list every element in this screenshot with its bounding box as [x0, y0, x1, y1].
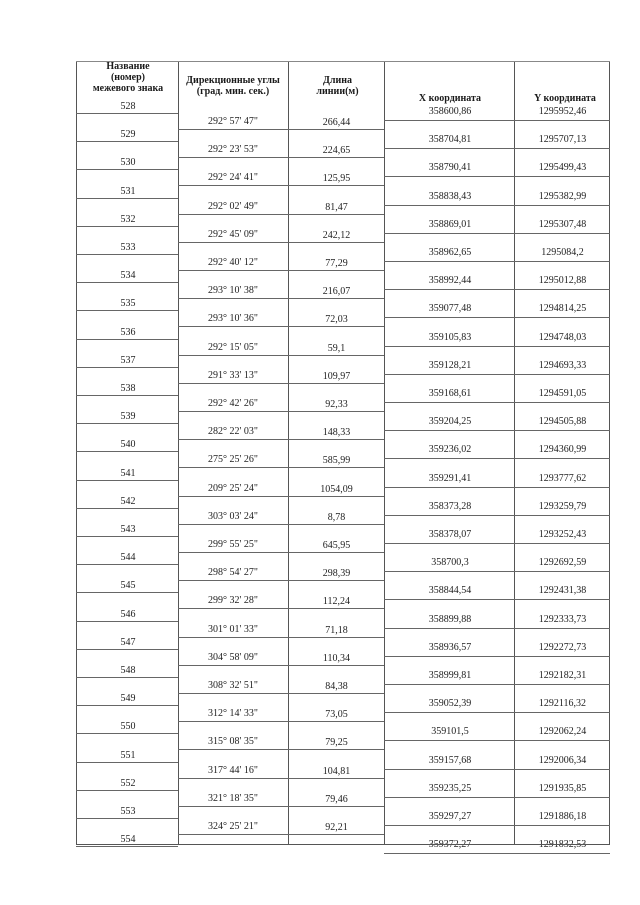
- y-coordinate: 1294360,99: [538, 444, 587, 456]
- x-coordinate: 358936,57: [428, 641, 472, 653]
- x-coordinate: 358992,44: [428, 275, 472, 287]
- header-direction-line-2: (град. мин. сек.): [196, 86, 270, 97]
- line-length: 242,12: [322, 229, 351, 241]
- row-line: [178, 326, 384, 327]
- header-name-line-2: (номер): [110, 72, 146, 83]
- row-line: [384, 487, 610, 488]
- row-line: [178, 806, 384, 807]
- row-line: [76, 508, 178, 509]
- direction-angle: 299° 55' 25": [208, 539, 258, 550]
- row-line: [76, 846, 178, 847]
- point-name: 541: [120, 467, 136, 479]
- row-line: [178, 665, 384, 666]
- x-coordinate: 358704,81: [428, 134, 472, 146]
- direction-angle: 293° 10' 38": [208, 285, 258, 297]
- row-line: [76, 395, 178, 396]
- row-line: [76, 762, 178, 763]
- x-coordinate: 358962,65: [428, 247, 472, 258]
- direction-angle: 308° 32' 51": [208, 680, 258, 691]
- point-name: 551: [120, 749, 136, 761]
- y-coordinate: 1295499,43: [538, 162, 587, 174]
- x-coordinate: 359372,27: [428, 839, 472, 851]
- point-name: 532: [120, 213, 136, 225]
- direction-angle: 292° 45' 09": [208, 228, 258, 240]
- header-name-line-3: межевого знака: [92, 83, 164, 94]
- row-line: [178, 721, 384, 722]
- row-line: [178, 467, 384, 468]
- direction-angle: 292° 23' 53": [208, 144, 258, 156]
- x-coordinate: 359105,83: [428, 331, 472, 343]
- header-x-coordinate: X координата: [418, 93, 482, 104]
- row-line: [384, 543, 610, 544]
- row-line: [384, 571, 610, 572]
- point-name: 548: [120, 665, 136, 676]
- point-name: 535: [120, 298, 136, 310]
- point-name: 553: [120, 806, 136, 817]
- point-name: 533: [120, 242, 136, 253]
- line-length: 104,81: [322, 765, 351, 777]
- y-coordinate: 1291832,53: [538, 839, 587, 851]
- line-length: 224,65: [322, 145, 351, 157]
- y-coordinate: 1292272,73: [538, 641, 587, 653]
- point-name: 545: [120, 580, 136, 592]
- row-line: [76, 564, 178, 565]
- row-line: [384, 740, 610, 741]
- row-line: [76, 677, 178, 678]
- row-line: [178, 383, 384, 384]
- row-line: [76, 480, 178, 481]
- line-length: 79,46: [325, 793, 348, 805]
- line-length: 8,78: [327, 511, 346, 523]
- row-line: [384, 712, 610, 713]
- direction-angle: 301° 01' 33": [208, 623, 258, 635]
- x-coordinate: 358838,43: [428, 190, 472, 202]
- line-length: 585,99: [322, 455, 351, 467]
- line-length: 110,34: [322, 652, 351, 664]
- y-coordinate: 1295382,99: [538, 190, 587, 202]
- y-coordinate: 1293777,62: [538, 472, 587, 484]
- row-line: [178, 834, 384, 835]
- y-coordinate: 1295707,13: [538, 134, 587, 146]
- x-coordinate: 358899,88: [428, 613, 472, 625]
- row-line: [178, 778, 384, 779]
- y-coordinate: 1294748,03: [538, 331, 587, 343]
- point-name: 531: [120, 185, 136, 197]
- header-name-line-1: Название: [106, 61, 150, 72]
- row-line: [76, 169, 178, 170]
- row-line: [178, 242, 384, 243]
- row-line: [76, 310, 178, 311]
- line-length: 148,33: [322, 427, 351, 439]
- row-line: [76, 198, 178, 199]
- x-coordinate: 359101,5: [431, 726, 469, 738]
- y-coordinate: 1292431,38: [538, 585, 587, 597]
- direction-angle: 292° 24' 41": [208, 172, 258, 184]
- x-coordinate: 358844,54: [428, 585, 472, 597]
- point-name: 547: [120, 636, 136, 648]
- x-coordinate: 359236,02: [428, 444, 472, 456]
- point-name: 543: [120, 524, 136, 535]
- row-line: [76, 649, 178, 650]
- x-coordinate: 358700,3: [431, 557, 469, 569]
- row-line: [178, 270, 384, 271]
- y-coordinate: 1293259,79: [538, 500, 587, 512]
- y-coordinate: 1292692,59: [538, 557, 587, 569]
- x-coordinate: 358869,01: [428, 218, 472, 230]
- point-name: 530: [120, 157, 136, 169]
- table-bottom-border: [76, 844, 610, 845]
- point-name: 536: [120, 326, 136, 338]
- point-name: 534: [120, 270, 136, 282]
- row-line: [178, 157, 384, 158]
- direction-angle: 291° 33' 13": [208, 369, 258, 381]
- row-line: [76, 141, 178, 142]
- line-length: 125,95: [322, 173, 351, 185]
- y-coordinate: 1292182,31: [538, 670, 587, 681]
- x-coordinate: 358600,86: [428, 106, 472, 117]
- y-coordinate: 1294505,88: [538, 416, 587, 428]
- row-line: [384, 233, 610, 234]
- row-line: [178, 185, 384, 186]
- x-coordinate: 359168,61: [428, 388, 472, 399]
- direction-angle: 209° 25' 24": [208, 482, 258, 494]
- row-line: [76, 818, 178, 819]
- row-line: [76, 254, 178, 255]
- line-length: 112,24: [322, 596, 351, 608]
- row-line: [384, 430, 610, 431]
- y-coordinate: 1295084,2: [541, 247, 584, 258]
- x-coordinate: 358378,07: [428, 529, 472, 540]
- x-coordinate: 359052,39: [428, 698, 472, 710]
- row-line: [178, 693, 384, 694]
- header-length-line-2: линии(м): [316, 86, 359, 97]
- header-direction-line-1: Дирекционные углы: [186, 75, 280, 86]
- row-line: [178, 524, 384, 525]
- direction-angle: 292° 40' 12": [208, 257, 258, 268]
- line-length: 216,07: [322, 286, 351, 298]
- x-coordinate: 358790,41: [428, 162, 472, 174]
- line-length: 109,97: [322, 370, 351, 382]
- row-line: [178, 129, 384, 130]
- x-coordinate: 359157,68: [428, 754, 472, 766]
- y-coordinate: 1295012,88: [538, 275, 587, 287]
- row-line: [76, 282, 178, 283]
- row-line: [384, 317, 610, 318]
- line-length: 79,25: [325, 737, 348, 749]
- row-line: [384, 769, 610, 770]
- row-line: [384, 656, 610, 657]
- x-coordinate: 359128,21: [428, 359, 472, 371]
- y-coordinate: 1295952,46: [538, 106, 587, 117]
- row-line: [178, 749, 384, 750]
- header-length-line-1: Длина: [322, 75, 352, 86]
- line-length: 92,33: [325, 399, 348, 410]
- x-coordinate: 359297,27: [428, 811, 472, 822]
- row-line: [384, 148, 610, 149]
- point-name: 540: [120, 439, 136, 451]
- row-line: [384, 628, 610, 629]
- y-coordinate: 1292116,32: [538, 698, 587, 710]
- y-coordinate: 1292062,24: [538, 726, 587, 738]
- direction-angle: 315° 08' 35": [208, 736, 258, 748]
- row-line: [178, 439, 384, 440]
- row-line: [384, 374, 610, 375]
- row-line: [384, 599, 610, 600]
- line-length: 84,38: [325, 681, 348, 692]
- point-name: 549: [120, 693, 136, 705]
- row-line: [384, 120, 610, 121]
- line-length: 71,18: [325, 624, 348, 636]
- line-length: 81,47: [325, 201, 348, 213]
- x-coordinate: 359291,41: [428, 472, 472, 484]
- row-line: [384, 261, 610, 262]
- y-coordinate: 1292333,73: [538, 613, 587, 625]
- row-line: [384, 176, 610, 177]
- point-name: 528: [120, 101, 136, 112]
- point-name: 538: [120, 383, 136, 394]
- row-line: [76, 705, 178, 706]
- row-line: [76, 790, 178, 791]
- y-coordinate: 1291886,18: [538, 811, 587, 822]
- direction-angle: 303° 03' 24": [208, 510, 258, 522]
- row-line: [178, 214, 384, 215]
- row-line: [76, 621, 178, 622]
- row-line: [76, 339, 178, 340]
- row-line: [384, 346, 610, 347]
- y-coordinate: 1295307,48: [538, 218, 587, 230]
- y-coordinate: 1294591,05: [538, 388, 587, 399]
- point-name: 546: [120, 608, 136, 620]
- direction-angle: 299° 32' 28": [208, 595, 258, 607]
- direction-angle: 275° 25' 26": [208, 454, 258, 466]
- row-line: [178, 355, 384, 356]
- direction-angle: 292° 15' 05": [208, 341, 258, 353]
- line-length: 73,05: [325, 709, 348, 721]
- row-line: [178, 552, 384, 553]
- row-line: [384, 684, 610, 685]
- point-name: 529: [120, 129, 136, 141]
- row-line: [76, 423, 178, 424]
- direction-angle: 321° 18' 35": [208, 792, 258, 804]
- point-name: 539: [120, 411, 136, 423]
- line-length: 92,21: [325, 822, 348, 833]
- y-coordinate: 1294814,25: [538, 303, 587, 315]
- line-length: 72,03: [325, 314, 348, 326]
- y-coordinate: 1291935,85: [538, 782, 587, 794]
- y-coordinate: 1293252,43: [538, 529, 587, 540]
- line-length: 266,44: [322, 117, 351, 128]
- x-coordinate: 358373,28: [428, 500, 472, 512]
- row-line: [76, 113, 178, 114]
- direction-angle: 292° 57' 47": [208, 116, 258, 127]
- row-line: [178, 298, 384, 299]
- row-line: [76, 536, 178, 537]
- row-line: [384, 458, 610, 459]
- direction-angle: 293° 10' 36": [208, 313, 258, 325]
- row-line: [384, 853, 610, 854]
- row-line: [178, 608, 384, 609]
- row-line: [384, 402, 610, 403]
- row-line: [384, 825, 610, 826]
- row-line: [384, 515, 610, 516]
- x-coordinate: 359077,48: [428, 303, 472, 315]
- point-name: 552: [120, 777, 136, 789]
- y-coordinate: 1294693,33: [538, 359, 587, 371]
- direction-angle: 324° 25' 21": [208, 821, 258, 832]
- x-coordinate: 359204,25: [428, 416, 472, 428]
- point-name: 537: [120, 354, 136, 366]
- y-coordinate: 1292006,34: [538, 754, 587, 766]
- line-length: 1054,09: [320, 483, 353, 495]
- row-line: [384, 797, 610, 798]
- row-line: [384, 289, 610, 290]
- line-length: 59,1: [327, 342, 346, 354]
- row-line: [178, 637, 384, 638]
- row-line: [76, 592, 178, 593]
- direction-angle: 312° 14' 33": [208, 708, 258, 720]
- row-line: [76, 367, 178, 368]
- row-line: [76, 733, 178, 734]
- x-coordinate: 359235,25: [428, 782, 472, 794]
- line-length: 645,95: [322, 540, 351, 551]
- point-name: 542: [120, 495, 136, 507]
- row-line: [178, 496, 384, 497]
- header-y-coordinate: Y координата: [534, 93, 596, 104]
- line-length: 77,29: [325, 258, 348, 269]
- x-coordinate: 358999,81: [428, 670, 472, 681]
- row-line: [384, 205, 610, 206]
- point-name: 554: [120, 834, 136, 846]
- direction-angle: 304° 58' 09": [208, 651, 258, 663]
- row-line: [178, 580, 384, 581]
- direction-angle: 298° 54' 27": [208, 567, 258, 579]
- row-line: [76, 451, 178, 452]
- row-line: [178, 411, 384, 412]
- line-length: 298,39: [322, 568, 351, 580]
- point-name: 544: [120, 552, 136, 564]
- direction-angle: 282° 22' 03": [208, 426, 258, 438]
- row-line: [76, 226, 178, 227]
- point-name: 550: [120, 721, 136, 733]
- direction-angle: 292° 02' 49": [208, 200, 258, 212]
- direction-angle: 292° 42' 26": [208, 398, 258, 409]
- direction-angle: 317° 44' 16": [208, 764, 258, 776]
